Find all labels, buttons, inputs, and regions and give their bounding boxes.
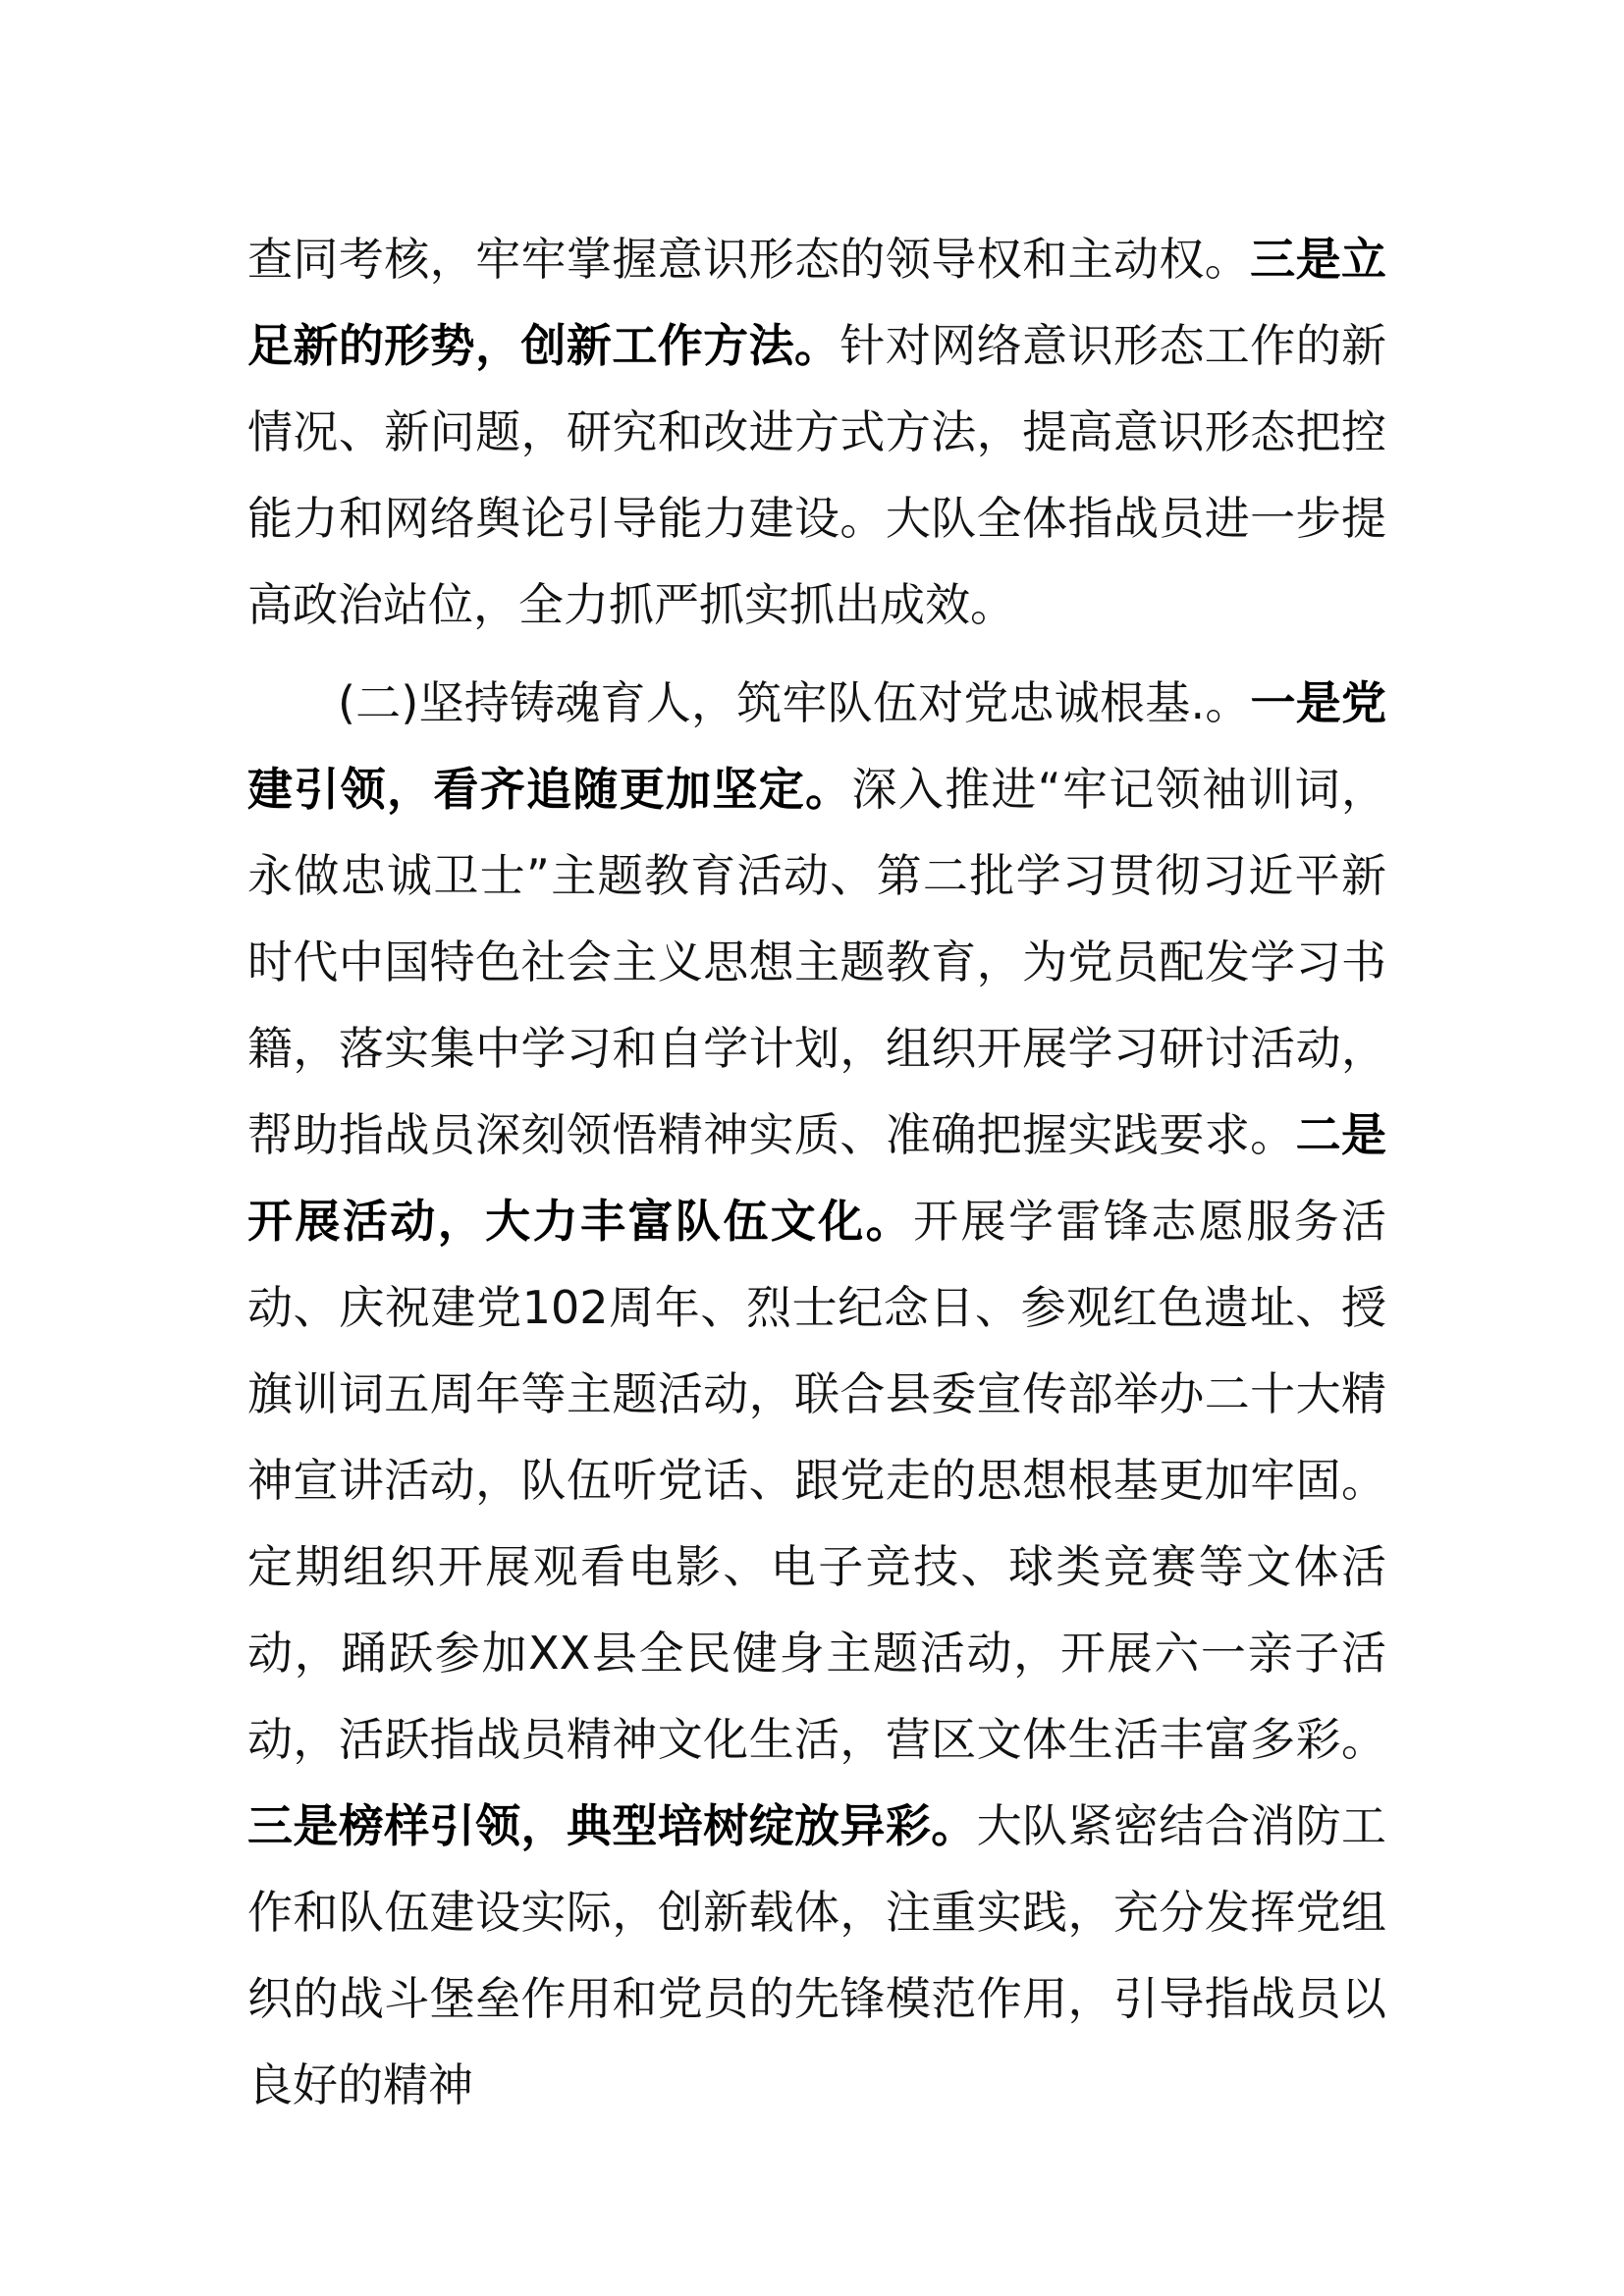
bold-heading-two: 二是开展活动，大力丰富队伍文化。 <box>247 1108 1387 1248</box>
paragraph-soul-building <box>247 660 1386 2128</box>
paragraph-text: 开展学雷锋志愿服务活动、庆祝建党102周年、烈士纪念日、参观红色遗址、授旗训词五周年等主题活动，联合县委宣传部举办二十大精神宣讲活动，队伍听党话、跟党走的思想根基更加牢固。定期组织开展观看电影、电子竞技、球类竞赛等文体活动，踊跃参加XX县全民健身主题活动，开展六一亲子活动，活跃指战员精神文化生活，营区文体生活丰富多彩。 <box>247 1195 1387 1766</box>
bold-heading-one: 一是党建引领，看齐追随更加坚定。 <box>247 676 1387 816</box>
document-body <box>247 216 1386 2128</box>
section-heading: (二)坚持铸魂育人，筑牢队伍对党忠诚根基.。 <box>338 676 1251 729</box>
paragraph-text: 大队紧密结合消防工作和队伍建设实际，创新载体，注重实践，充分发挥党组织的战斗堡垒作用和党员的先锋模范作用，引导指战员以良好的精神 <box>247 1799 1387 2111</box>
paragraph-text: 针对网络意识形态工作的新情况、新问题，研究和改进方式方法，提高意识形态把控能力和网络舆论引导能力建设。大队全体指战员进一步提高政治站位，全力抓严抓实抓出成效。 <box>247 319 1387 631</box>
paragraph-text: 查同考核，牢牢掌握意识形态的领导权和主动权。 <box>247 233 1251 286</box>
bold-heading-three: 三是立足新的形势，创新工作方法。 <box>247 233 1387 372</box>
paragraph-text: 深入推进“牢记领袖训词，永做忠诚卫士”主题教育活动、第二批学习贯彻习近平新时代中国特色社会主义思想主题教育，为党员配发学习书籍，落实集中学习和自学计划，组织开展学习研讨活动，帮助指战员深刻领悟精神实质、准确把握实践要求。 <box>247 763 1386 1161</box>
paragraph-ideology-work <box>247 216 1386 648</box>
bold-heading-three: 三是榜样引领，典型培树绽放异彩。 <box>247 1799 977 1852</box>
